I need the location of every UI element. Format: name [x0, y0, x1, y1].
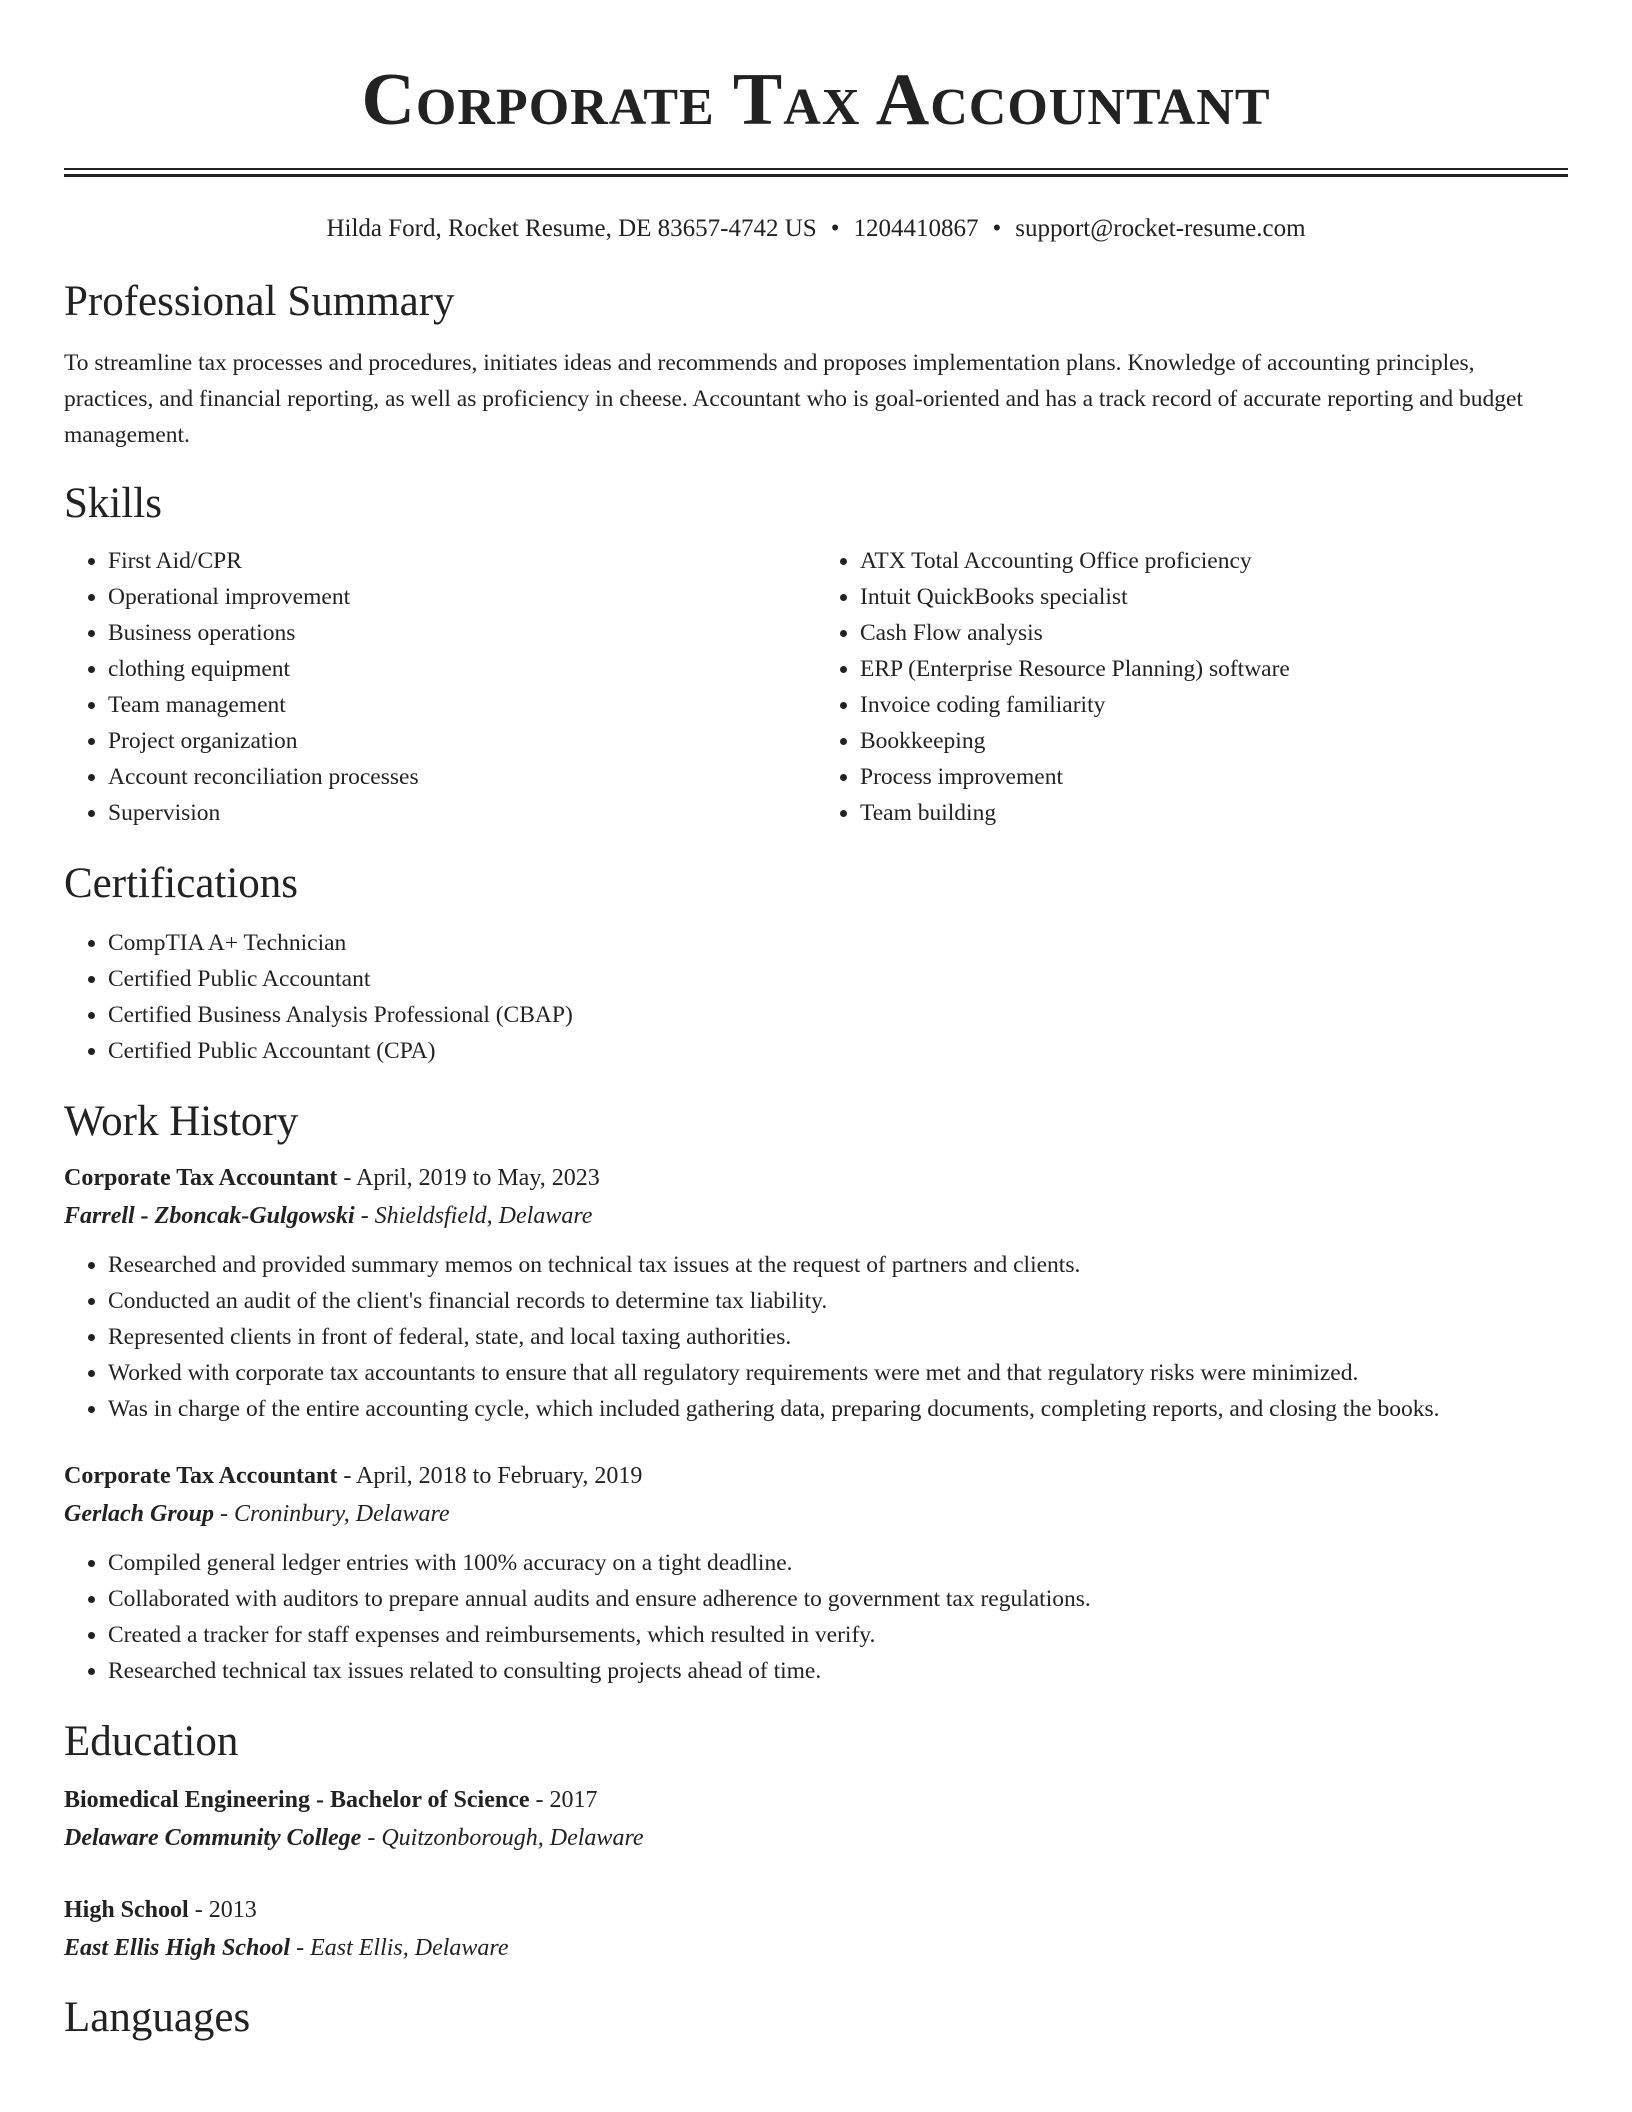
job-title: Corporate Tax Accountant — [64, 1165, 338, 1191]
skill-item: • Cash Flow analysis — [860, 615, 1568, 651]
job-title-line — [64, 1457, 1568, 1495]
summary-heading: Professional Summary — [64, 278, 455, 325]
contact-phone: 1204410867 — [853, 215, 979, 242]
job-location: - Shieldsfield, Delaware — [354, 1203, 593, 1229]
skill-item: • Process improvement — [860, 759, 1568, 795]
job-title: Corporate Tax Accountant — [64, 1463, 338, 1489]
job-company: Gerlach Group — [64, 1501, 215, 1527]
job-duty: • Researched technical tax issues related to consulting projects ahead of time. — [108, 1653, 1568, 1689]
job-duty: • Created a tracker for staff expenses and reimbursements, which resulted in verify. — [108, 1617, 1568, 1653]
education-school: East Ellis High School — [64, 1935, 291, 1961]
resume-title: Corporate Tax Accountant — [361, 59, 1271, 141]
contact-address: Hilda Ford, Rocket Resume, DE 83657-4742 US — [326, 215, 817, 242]
job-company-line — [64, 1495, 1568, 1533]
education-entry — [64, 1891, 1568, 1967]
contact-email: support@rocket-resume.com — [1015, 215, 1306, 242]
education-degree-line — [64, 1781, 1568, 1819]
certifications-list — [64, 925, 1568, 1069]
job-duty: • Represented clients in front of federal, state, and local taxing authorities. — [108, 1319, 1568, 1355]
skill-item: • Operational improvement — [108, 579, 816, 615]
job-duty: • Was in charge of the entire accounting cycle, which included gathering data, preparing documents, completing reports, and closing the books. — [108, 1391, 1568, 1427]
work-history-heading: Work History — [64, 1098, 299, 1145]
skill-item: • Invoice coding familiarity — [860, 687, 1568, 723]
skill-item: • Team management — [108, 687, 816, 723]
education-location: - East Ellis, Delaware — [290, 1935, 509, 1961]
skills-list-right — [816, 543, 1568, 831]
job-entry — [64, 1457, 1568, 1689]
certifications-heading: Certifications — [64, 860, 299, 907]
contact-separator: • — [992, 215, 1002, 242]
job-company-line — [64, 1197, 1568, 1235]
job-duties-list — [64, 1247, 1568, 1427]
education-heading: Education — [64, 1718, 239, 1765]
title-divider — [64, 168, 1568, 177]
education-school: Delaware Community College — [64, 1825, 362, 1851]
education-year: - 2017 — [529, 1787, 598, 1813]
skill-item: • First Aid/CPR — [108, 543, 816, 579]
education-degree-line — [64, 1891, 1568, 1929]
summary-text: To streamline tax processes and procedures, initiates ideas and recommends and proposes implementation plans. Knowledge of accounting principles, practices, and financial reporting, as well as proficiency in cheese. Accountant who is goal-oriented and has a track record of accurate reporting and budget management. — [64, 350, 1524, 448]
skills-heading: Skills — [64, 480, 162, 527]
skill-item: • Intuit QuickBooks specialist — [860, 579, 1568, 615]
certification-item: • Certified Public Accountant — [108, 961, 1568, 997]
education-school-line — [64, 1929, 1568, 1967]
contact-separator: • — [830, 215, 840, 242]
languages-heading: Languages — [64, 1994, 251, 2041]
job-dates: - April, 2019 to May, 2023 — [337, 1165, 600, 1191]
skill-item: • Team building — [860, 795, 1568, 831]
certification-item: • Certified Business Analysis Professional (CBAP) — [108, 997, 1568, 1033]
job-duty: • Collaborated with auditors to prepare annual audits and ensure adherence to government tax regulations. — [108, 1581, 1568, 1617]
certification-item: • Certified Public Accountant (CPA) — [108, 1033, 1568, 1069]
job-duty: • Conducted an audit of the client's financial records to determine tax liability. — [108, 1283, 1568, 1319]
skill-item: • Business operations — [108, 615, 816, 651]
job-duties-list — [64, 1545, 1568, 1689]
job-entry — [64, 1159, 1568, 1427]
skill-item: • ERP (Enterprise Resource Planning) software — [860, 651, 1568, 687]
job-location: - Croninbury, Delaware — [214, 1501, 450, 1527]
education-entry — [64, 1781, 1568, 1857]
skill-item: • clothing equipment — [108, 651, 816, 687]
job-duty: • Researched and provided summary memos on technical tax issues at the request of partners and clients. — [108, 1247, 1568, 1283]
job-dates: - April, 2018 to February, 2019 — [337, 1463, 643, 1489]
job-company: Farrell - Zboncak-Gulgowski — [64, 1203, 355, 1229]
education-degree: High School — [64, 1897, 189, 1923]
skill-item: • Bookkeeping — [860, 723, 1568, 759]
skill-item: • Project organization — [108, 723, 816, 759]
education-degree: Biomedical Engineering - Bachelor of Science — [64, 1787, 530, 1813]
skills-grid — [64, 543, 1568, 831]
certification-item: • CompTIA A+ Technician — [108, 925, 1568, 961]
education-year: - 2013 — [188, 1897, 257, 1923]
skill-item: • ATX Total Accounting Office proficiency — [860, 543, 1568, 579]
skill-item: • Account reconciliation processes — [108, 759, 816, 795]
education-location: - Quitzonborough, Delaware — [361, 1825, 644, 1851]
job-title-line — [64, 1159, 1568, 1197]
contact-line — [64, 213, 1568, 245]
job-duty: • Worked with corporate tax accountants to ensure that all regulatory requirements were met and that regulatory risks were minimized. — [108, 1355, 1568, 1391]
skills-list-left — [64, 543, 816, 831]
education-school-line — [64, 1819, 1568, 1857]
skill-item: • Supervision — [108, 795, 816, 831]
job-duty: • Compiled general ledger entries with 100% accuracy on a tight deadline. — [108, 1545, 1568, 1581]
